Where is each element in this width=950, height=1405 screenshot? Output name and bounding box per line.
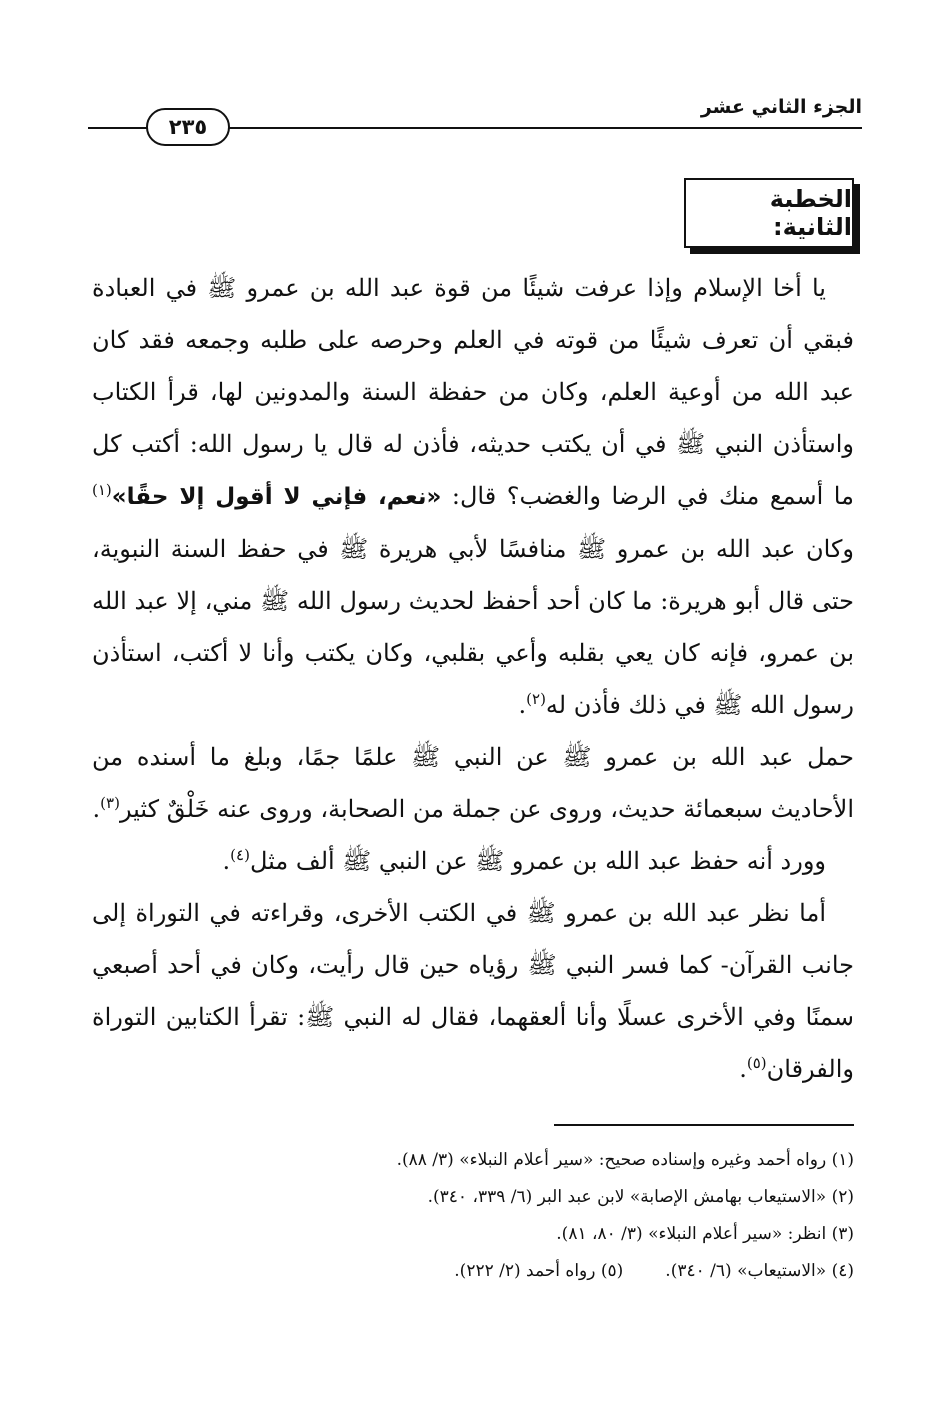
footnote-ref-3: (٣) xyxy=(100,794,120,812)
footnote-4: (٤) «الاستيعاب» (٦/ ٣٤٠). xyxy=(665,1261,854,1281)
footnote-ref-2: (٢) xyxy=(526,690,546,708)
running-title: الجزء الثاني عشر xyxy=(700,96,862,118)
paragraph-2 xyxy=(92,731,854,835)
paragraph-4-text-a: أما نظر عبد الله بن عمرو ﷺ في الكتب الأخرى، وقراءته في التوراة إلى جانب القرآن- كما فسر النبي ﷺ رؤياه حين قال رأيت، وكان في أحد أصبعي سمنًا وفي الأخرى عسلًا وأنا ألعقهما، فقال له النبي ﷺ: تقرأ الكتابين التوراة والفرقان xyxy=(92,899,854,1083)
footnote-row-4-5 xyxy=(92,1253,854,1290)
paragraph-3-text-b: . xyxy=(222,847,231,875)
paragraph-3 xyxy=(92,835,854,887)
footnote-1: (١) رواه أحمد وغيره وإسناده صحيح: «سير أعلام النبلاء» (٣/ ٨٨). xyxy=(396,1150,854,1170)
paragraph-2-text-a: حمل عبد الله بن عمرو ﷺ عن النبي ﷺ علمًا جمًا، وبلغ ما أسنده من الأحاديث سبعمائة حديث، وروى عن جملة من الصحابة، وروى عنه خَلْقٌ كثير xyxy=(92,743,854,823)
paragraph-4-text-b: . xyxy=(739,1055,747,1083)
footnote-ref-1: (١) xyxy=(92,481,112,499)
paragraph-1-text-a: يا أخا الإسلام وإذا عرفت شيئًا من قوة عبد الله بن عمرو ﷺ في العبادة فبقي أن تعرف شيئًا من قوته في العلم وحرصه على طلبه وجمعه فقد كان عبد الله من أوعية العلم، وكان من حفظة السنة والمدونين لها، قرأ الكتاب واستأذن النبي ﷺ في أن يكتب حديثه، فأذن له قال يا رسول الله: أكتب كل ما أسمع منك في الرضا والغضب؟ قال: xyxy=(92,274,855,510)
section-title: الخطبة الثانية: xyxy=(684,178,854,248)
hadith-quote: «نعم، فإني لا أقول إلا حقًا» xyxy=(111,484,442,510)
footnote-2: (٢) «الاستيعاب بهامش الإصابة» لابن عبد البر (٦/ ٣٣٩، ٣٤٠). xyxy=(427,1187,854,1207)
paragraph-1 xyxy=(92,262,854,731)
footnote-5: (٥) رواه أحمد (٢/ ٢٢٢). xyxy=(454,1261,624,1281)
paragraph-2-text-b: . xyxy=(92,795,101,823)
paragraph-3-text-a: وورد أنه حفظ عبد الله بن عمرو ﷺ عن النبي ﷺ ألف مثل xyxy=(249,847,826,875)
page-number: ٢٣٥ xyxy=(146,108,230,146)
footnote-ref-5: (٥) xyxy=(746,1054,767,1072)
body-text xyxy=(92,262,854,1095)
footnote-ref-4: (٤) xyxy=(230,846,250,864)
footnote-rule xyxy=(554,1124,854,1126)
paragraph-1-text-c: . xyxy=(518,691,527,719)
footnote-3: (٣) انظر: «سير أعلام النبلاء» (٣/ ٨٠، ٨١). xyxy=(556,1224,854,1244)
paragraph-1-text-b: وكان عبد الله بن عمرو ﷺ منافسًا لأبي هريرة ﷺ في حفظ السنة النبوية، حتى قال أبو هريرة: ما كان أحد أحفظ لحديث رسول الله ﷺ مني، إلا عبد الله بن عمرو، فإنه كان يعي بقلبه وأعي بقلبي، وكان يكتب وأنا لا أكتب، استأذن رسول الله ﷺ في ذلك فأذن له xyxy=(92,535,854,719)
paragraph-4 xyxy=(92,887,854,1095)
footnotes xyxy=(92,1142,854,1290)
